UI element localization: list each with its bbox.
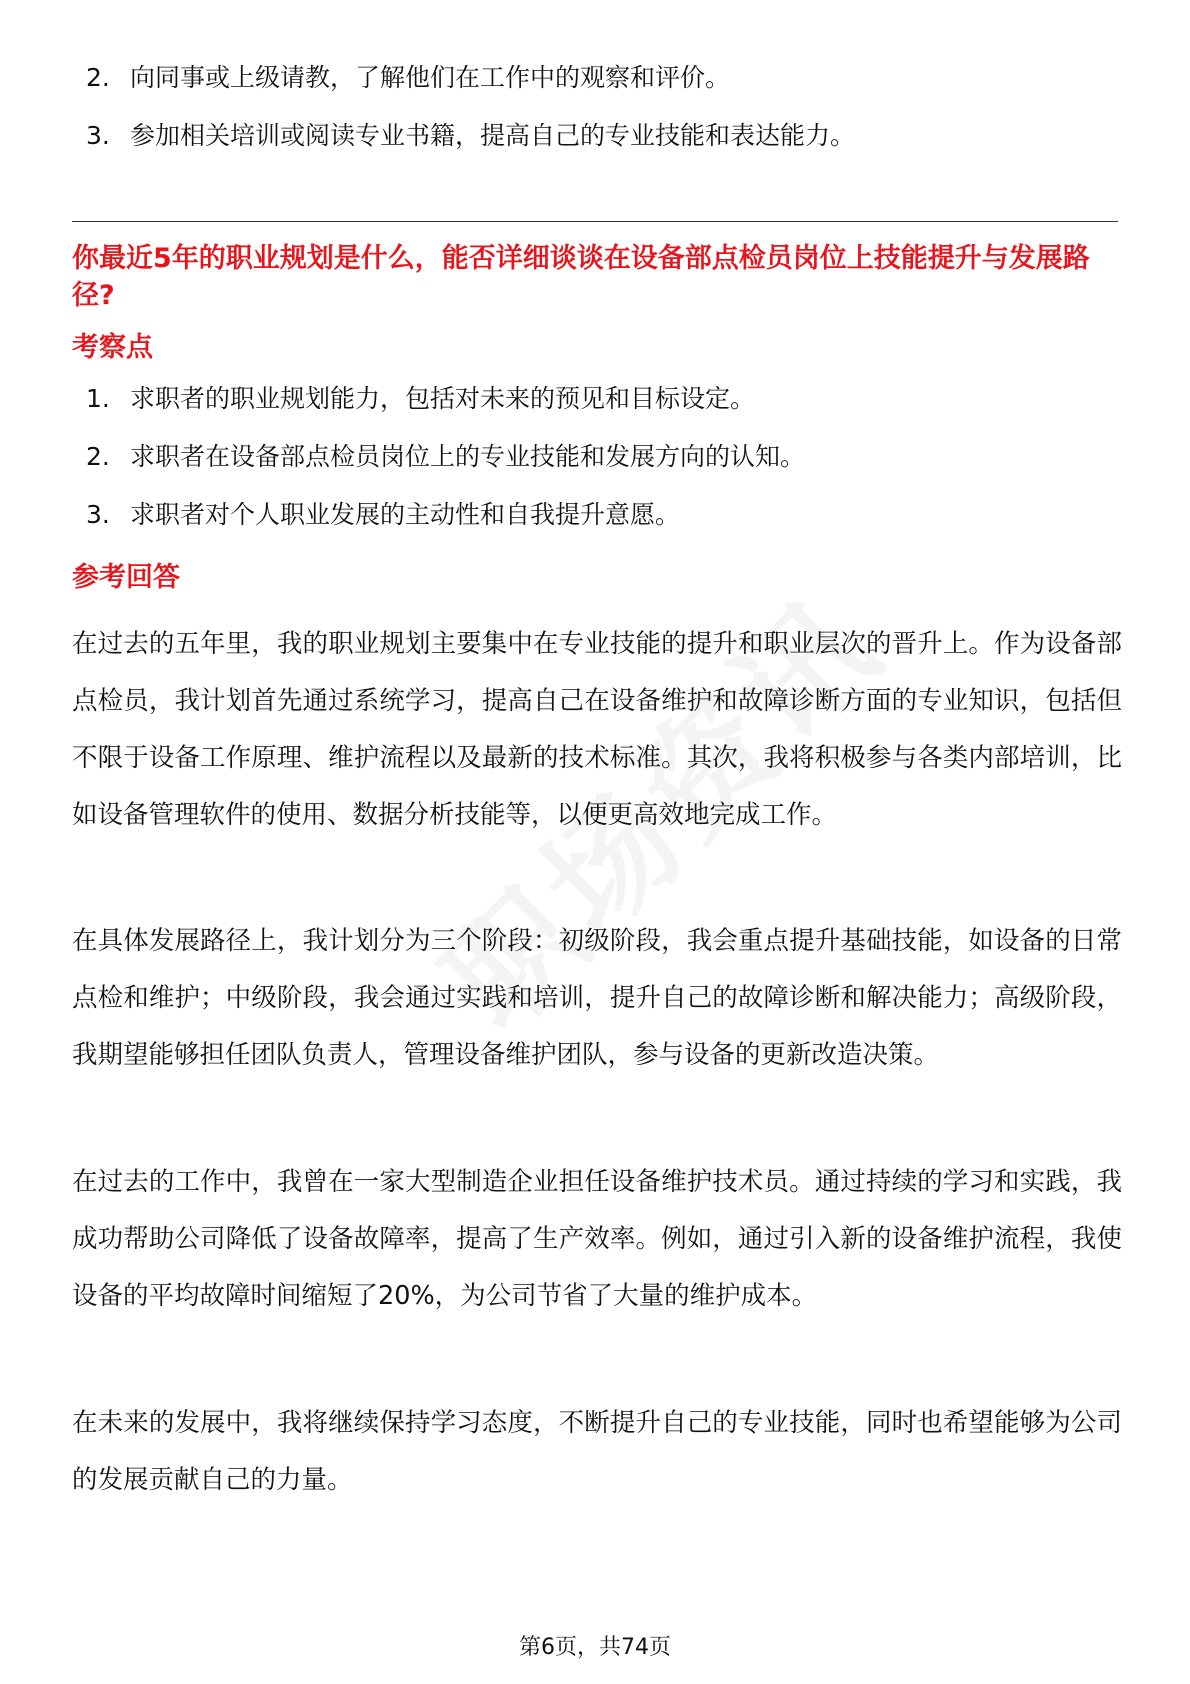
answer-paragraph: 在过去的五年里，我的职业规划主要集中在专业技能的提升和职业层次的晋升上。作为设备部点检员，我计划首先通过系统学习，提高自己在设备维护和故障诊断方面的专业知识，包括但不限于设备工作原理、维护流程以及最新的技术标准。其次，我将积极参与各类内部培训，比如设备管理软件的使用、数据分析技能等，以便更高效地完成工作。 bbox=[72, 629, 1122, 830]
answer-paragraph: 在未来的发展中，我将继续保持学习态度，不断提升自己的专业技能，同时也希望能够为公司的发展贡献自己的力量。 bbox=[72, 1408, 1122, 1495]
list-item-number: 3. bbox=[86, 121, 110, 150]
section-divider bbox=[72, 221, 1118, 222]
list-item bbox=[78, 499, 1118, 531]
list-item-text: 参加相关培训或阅读专业书籍，提高自己的专业技能和表达能力。 bbox=[130, 121, 856, 150]
question-title: 你最近5年的职业规划是什么，能否详细谈谈在设备部点检员岗位上技能提升与发展路径? bbox=[72, 243, 1090, 311]
list-item-number: 2. bbox=[86, 63, 110, 92]
answer-paragraph: 在具体发展路径上，我计划分为三个阶段：初级阶段，我会重点提升基础技能，如设备的日常点检和维护；中级阶段，我会通过实践和培训，提升自己的故障诊断和解决能力；高级阶段，我期望能够担任团队负责人，管理设备维护团队，参与设备的更新改造决策。 bbox=[72, 926, 1122, 1070]
list-item-number: 2. bbox=[86, 442, 110, 471]
answer-paragraph: 在过去的工作中，我曾在一家大型制造企业担任设备维护技术员。通过持续的学习和实践，我成功帮助公司降低了设备故障率，提高了生产效率。例如，通过引入新的设备维护流程，我使设备的平均故障时间缩短了20%，为公司节省了大量的维护成本。 bbox=[72, 1167, 1122, 1311]
list-item-text: 求职者的职业规划能力，包括对未来的预见和目标设定。 bbox=[130, 384, 756, 413]
list-item-text: 向同事或上级请教，了解他们在工作中的观察和评价。 bbox=[130, 63, 731, 92]
answer-heading: 参考回答 bbox=[72, 562, 180, 593]
top-list bbox=[78, 62, 1118, 178]
list-item-text: 求职者在设备部点检员岗位上的专业技能和发展方向的认知。 bbox=[130, 442, 806, 471]
assess-list bbox=[78, 383, 1118, 557]
list-item bbox=[78, 120, 1118, 152]
list-item-number: 1. bbox=[86, 384, 110, 413]
list-item bbox=[78, 441, 1118, 473]
list-item-text: 求职者对个人职业发展的主动性和自我提升意愿。 bbox=[130, 500, 681, 529]
page-footer: 第6页，共74页 bbox=[519, 1635, 671, 1660]
list-item-number: 3. bbox=[86, 500, 110, 529]
assess-heading: 考察点 bbox=[72, 332, 153, 363]
list-item bbox=[78, 62, 1118, 94]
list-item bbox=[78, 383, 1118, 415]
